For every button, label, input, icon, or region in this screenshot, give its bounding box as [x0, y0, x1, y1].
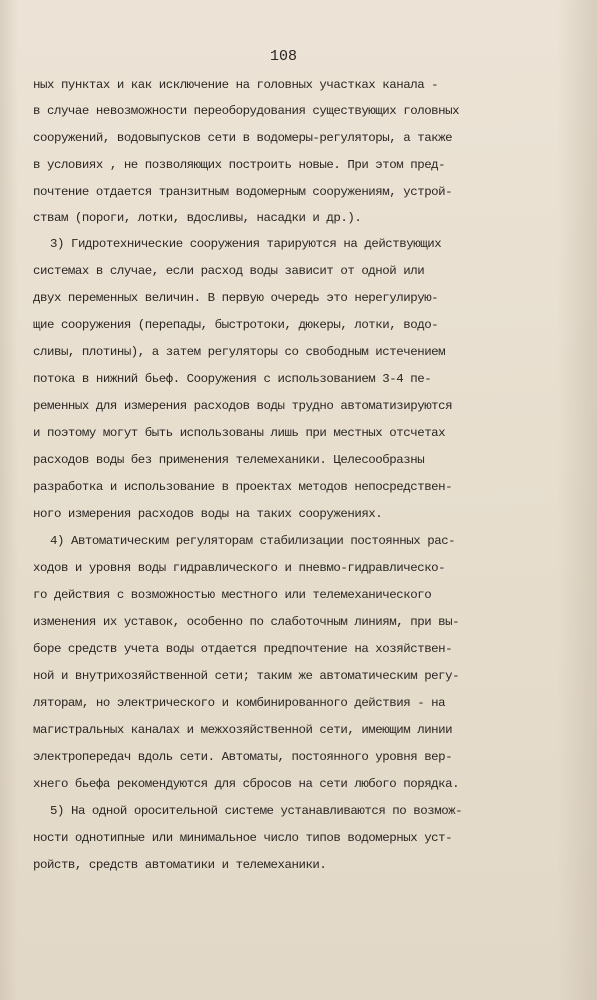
text-line: в случае невозможности переоборудования существующих головных: [33, 104, 460, 118]
text-line: в условиях , не позволяющих построить новые. При этом пред-: [33, 158, 446, 172]
text-line: ходов и уровня воды гидравлического и пневмо-гидравлическо-: [33, 561, 446, 575]
text-line: ствам (пороги, лотки, вдосливы, насадки и др.).: [33, 211, 362, 225]
text-line: и поэтому могут быть использованы лишь при местных отсчетах: [33, 426, 446, 440]
text-line: ных пунктах и как исключение на головных участках канала -: [33, 78, 439, 92]
text-line: двух переменных величин. В первую очередь это нерегулирую-: [33, 291, 439, 305]
text-line: расходов воды без применения телемеханики. Целесообразны: [33, 453, 425, 467]
text-line: системах в случае, если расход воды зависит от одной или: [33, 264, 425, 278]
text-line: ременных для измерения расходов воды трудно автоматизируются: [33, 399, 453, 413]
text-line: почтение отдается транзитным водомерным сооружениям, устрой-: [33, 185, 453, 199]
text-line: 5) На одной оросительной системе устанавливаются по возмож-: [50, 804, 463, 818]
text-line: изменения их уставок, особенно по слаботочным линиям, при вы-: [33, 615, 460, 629]
text-line: ной и внутрихозяйственной сети; таким же автоматическим регу-: [33, 669, 460, 683]
text-line: магистральных каналах и межхозяйственной сети, имеющим линии: [33, 723, 453, 737]
text-line: 4) Автоматическим регуляторам стабилизации постоянных рас-: [50, 534, 456, 548]
text-line: электропередач вдоль сети. Автоматы, постоянного уровня вер-: [33, 750, 453, 764]
text-line: разработка и использование в проектах методов непосредствен-: [33, 480, 453, 494]
page-number: 108: [270, 48, 298, 65]
text-line: ности однотипные или минимальное число типов водомерных уст-: [33, 831, 453, 845]
text-line: потока в нижний бьеф. Сооружения с использованием 3-4 пе-: [33, 372, 432, 386]
text-line: 3) Гидротехнические сооружения тарируются на действующих: [50, 237, 442, 251]
text-line: сливы, плотины), а затем регуляторы со свободным истечением: [33, 345, 446, 359]
text-line: ляторам, но электрического и комбинированного действия - на: [33, 696, 446, 710]
text-line: хнего бьефа рекомендуются для сбросов на сети любого порядка.: [33, 777, 460, 791]
text-line: сооружений, водовыпусков сети в водомеры-регуляторы, а также: [33, 131, 453, 145]
text-line: ного измерения расходов воды на таких сооружениях.: [33, 507, 383, 521]
text-line: боре средств учета воды отдается предпочтение на хозяйствен-: [33, 642, 453, 656]
text-line: щие сооружения (перепады, быстротоки, дюкеры, лотки, водо-: [33, 318, 439, 332]
text-line: го действия с возможностью местного или телемеханического: [33, 588, 432, 602]
text-line: ройств, средств автоматики и телемеханики.: [33, 858, 327, 872]
